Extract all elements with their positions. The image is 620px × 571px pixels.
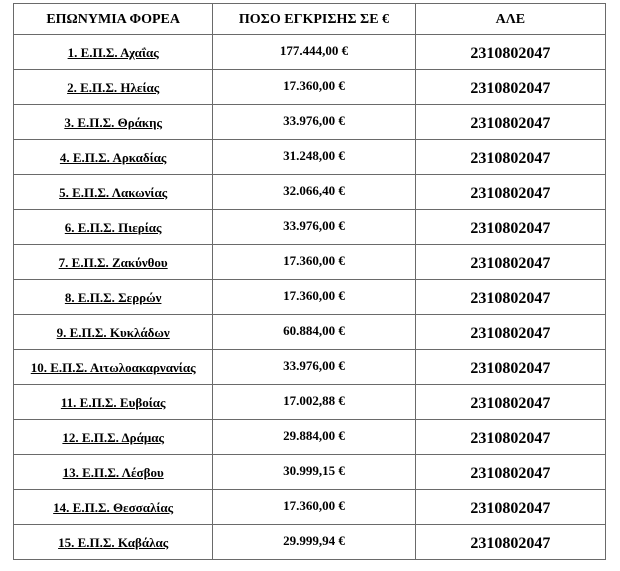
row-amount: 17.360,00 € [213, 70, 415, 105]
row-ale: 2310802047 [415, 175, 605, 210]
row-ale: 2310802047 [415, 455, 605, 490]
table-row [14, 490, 606, 525]
row-amount: 60.884,00 € [213, 315, 415, 350]
table-row [14, 105, 606, 140]
row-name: 6. Ε.Π.Σ. Πιερίας [14, 210, 213, 245]
row-name: 3. Ε.Π.Σ. Θράκης [14, 105, 213, 140]
row-name: 13. Ε.Π.Σ. Λέσβου [14, 455, 213, 490]
row-ale: 2310802047 [415, 350, 605, 385]
header-amount: ΠΟΣΟ ΕΓΚΡΙΣΗΣ ΣΕ € [213, 4, 415, 35]
table-row [14, 245, 606, 280]
row-ale: 2310802047 [415, 420, 605, 455]
table-row [14, 525, 606, 560]
table-row [14, 350, 606, 385]
table-row [14, 70, 606, 105]
row-amount: 33.976,00 € [213, 350, 415, 385]
row-name: 2. Ε.Π.Σ. Ηλείας [14, 70, 213, 105]
row-amount: 33.976,00 € [213, 105, 415, 140]
row-ale: 2310802047 [415, 525, 605, 560]
row-amount: 17.360,00 € [213, 490, 415, 525]
row-name: 5. Ε.Π.Σ. Λακωνίας [14, 175, 213, 210]
row-ale: 2310802047 [415, 140, 605, 175]
row-amount: 17.360,00 € [213, 280, 415, 315]
row-ale: 2310802047 [415, 105, 605, 140]
row-ale: 2310802047 [415, 210, 605, 245]
row-amount: 17.002,88 € [213, 385, 415, 420]
row-name: 11. Ε.Π.Σ. Ευβοίας [14, 385, 213, 420]
header-ale: ΑΛΕ [415, 4, 605, 35]
row-name: 10. Ε.Π.Σ. Αιτωλοακαρνανίας [14, 350, 213, 385]
row-amount: 17.360,00 € [213, 245, 415, 280]
row-name: 4. Ε.Π.Σ. Αρκαδίας [14, 140, 213, 175]
row-name: 1. Ε.Π.Σ. Αχαΐας [14, 35, 213, 70]
table-row [14, 280, 606, 315]
row-amount: 31.248,00 € [213, 140, 415, 175]
row-ale: 2310802047 [415, 35, 605, 70]
row-ale: 2310802047 [415, 280, 605, 315]
header-row [14, 4, 606, 35]
row-name: 8. Ε.Π.Σ. Σερρών [14, 280, 213, 315]
table-row [14, 455, 606, 490]
row-amount: 177.444,00 € [213, 35, 415, 70]
row-ale: 2310802047 [415, 385, 605, 420]
row-amount: 33.976,00 € [213, 210, 415, 245]
row-name: 12. Ε.Π.Σ. Δράμας [14, 420, 213, 455]
table-row [14, 210, 606, 245]
row-amount: 30.999,15 € [213, 455, 415, 490]
row-name: 15. Ε.Π.Σ. Καβάλας [14, 525, 213, 560]
row-name: 14. Ε.Π.Σ. Θεσσαλίας [14, 490, 213, 525]
table-row [14, 175, 606, 210]
row-amount: 29.999,94 € [213, 525, 415, 560]
row-ale: 2310802047 [415, 315, 605, 350]
row-ale: 2310802047 [415, 490, 605, 525]
row-ale: 2310802047 [415, 245, 605, 280]
approval-table [13, 3, 606, 560]
row-ale: 2310802047 [415, 70, 605, 105]
row-name: 7. Ε.Π.Σ. Ζακύνθου [14, 245, 213, 280]
table-row [14, 385, 606, 420]
row-name: 9. Ε.Π.Σ. Κυκλάδων [14, 315, 213, 350]
table-row [14, 35, 606, 70]
table-row [14, 140, 606, 175]
table-row [14, 420, 606, 455]
table-row [14, 315, 606, 350]
row-amount: 29.884,00 € [213, 420, 415, 455]
row-amount: 32.066,40 € [213, 175, 415, 210]
header-name: ΕΠΩΝΥΜΙΑ ΦΟΡΕΑ [14, 4, 213, 35]
